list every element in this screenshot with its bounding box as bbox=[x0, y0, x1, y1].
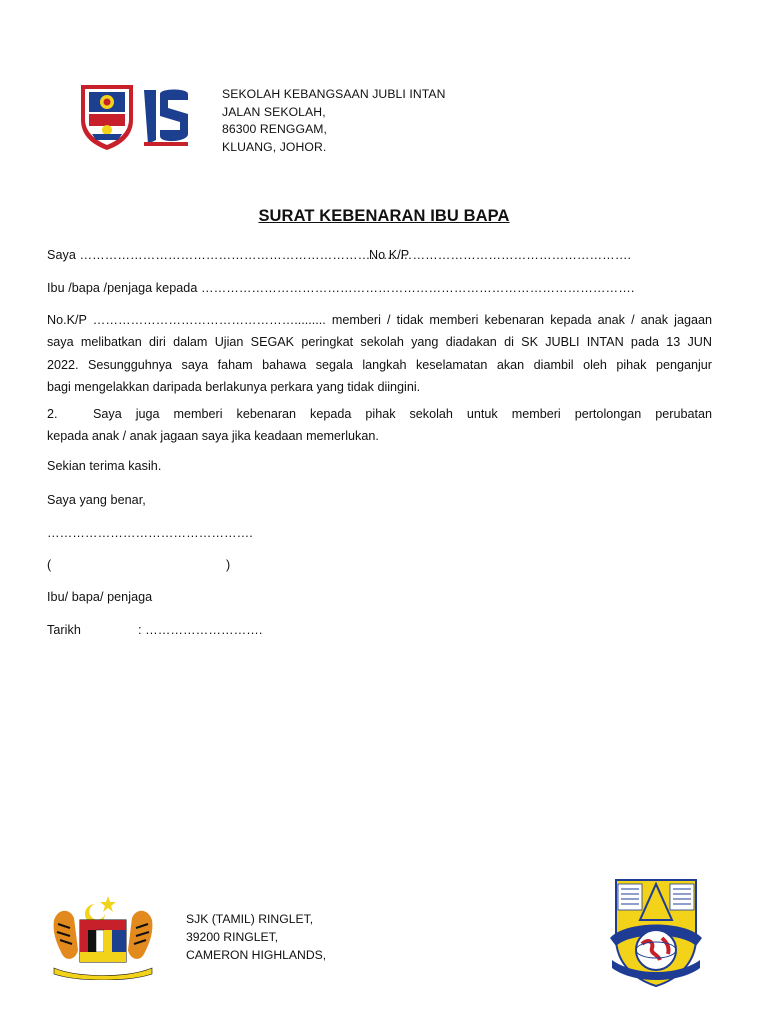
medical-consent-line bbox=[47, 403, 712, 425]
ls-emblem-logo bbox=[140, 84, 192, 150]
address-line-postcode: 86300 RENGGAM, bbox=[222, 122, 328, 136]
date-field-line: : ………………………. bbox=[138, 623, 263, 637]
name-bracket-close: ) bbox=[226, 558, 231, 572]
footer-address-line-area: CAMERON HIGHLANDS, bbox=[186, 948, 327, 962]
coat-of-arms-logo bbox=[48, 890, 158, 980]
date-label: Tarikh bbox=[47, 623, 81, 637]
consent-line: saya melibatkan diri dalam Ujian SEGAK peringkat sekolah yang diadakan di SK JUBLI INTAN pada 13 JUN bbox=[47, 335, 712, 350]
name-bracket-open: ( bbox=[47, 558, 52, 572]
closing-text: Sekian terima kasih. bbox=[47, 459, 162, 473]
guardian-of-field-line: Ibu /bapa /penjaga kepada …………………………………………………………………………………………. bbox=[47, 281, 635, 295]
consent-line: 2022. Sesungguhnya saya faham bahawa segala langkah keselamatan akan diambil oleh pihak penganjur bbox=[47, 357, 712, 372]
medical-consent-paragraph bbox=[47, 403, 712, 448]
sign-off-text: Saya yang benar, bbox=[47, 493, 146, 507]
signature-line: …………………………………………. bbox=[47, 526, 253, 540]
medical-consent-text: Saya juga memberi kebenaran kepada pihak sekolah untuk memberi pertolongan perubatan bbox=[93, 407, 712, 421]
footer-address-line-postcode: 39200 RINGLET, bbox=[186, 930, 279, 944]
paragraph-number: 2. bbox=[47, 407, 58, 421]
ringlet-school-address bbox=[186, 910, 326, 964]
role-label: Ibu/ bapa/ penjaga bbox=[47, 590, 153, 604]
ic-number-field-line: No K/P ……………………………………………. bbox=[369, 248, 632, 262]
name-field-line: Saya ……………………………………………………………………. bbox=[47, 248, 412, 262]
school-crest-logo bbox=[78, 82, 136, 152]
consent-paragraph bbox=[47, 309, 712, 398]
address-line-street: JALAN SEKOLAH, bbox=[222, 104, 326, 119]
medical-consent-line: kepada anak / anak jagaan saya jika keadaan memerlukan. bbox=[47, 429, 379, 444]
consent-line: bagi mengelakkan daripada berlakunya perkara yang tidak diingini. bbox=[47, 379, 421, 394]
footer-address-line-school: SJK (TAMIL) RINGLET, bbox=[186, 912, 314, 926]
consent-line: No.K/P …………………………………………......... memberi / tidak memberi kebenaran kepada anak / anak jagaan bbox=[47, 313, 712, 327]
address-line-state: KLUANG, JOHOR. bbox=[222, 139, 327, 154]
ringlet-school-logo bbox=[604, 876, 708, 988]
letter-title: SURAT KEBENARAN IBU BAPA bbox=[258, 207, 510, 225]
school-address bbox=[222, 86, 446, 156]
address-line-school-name: SEKOLAH KEBANGSAAN JUBLI INTAN bbox=[222, 87, 446, 101]
